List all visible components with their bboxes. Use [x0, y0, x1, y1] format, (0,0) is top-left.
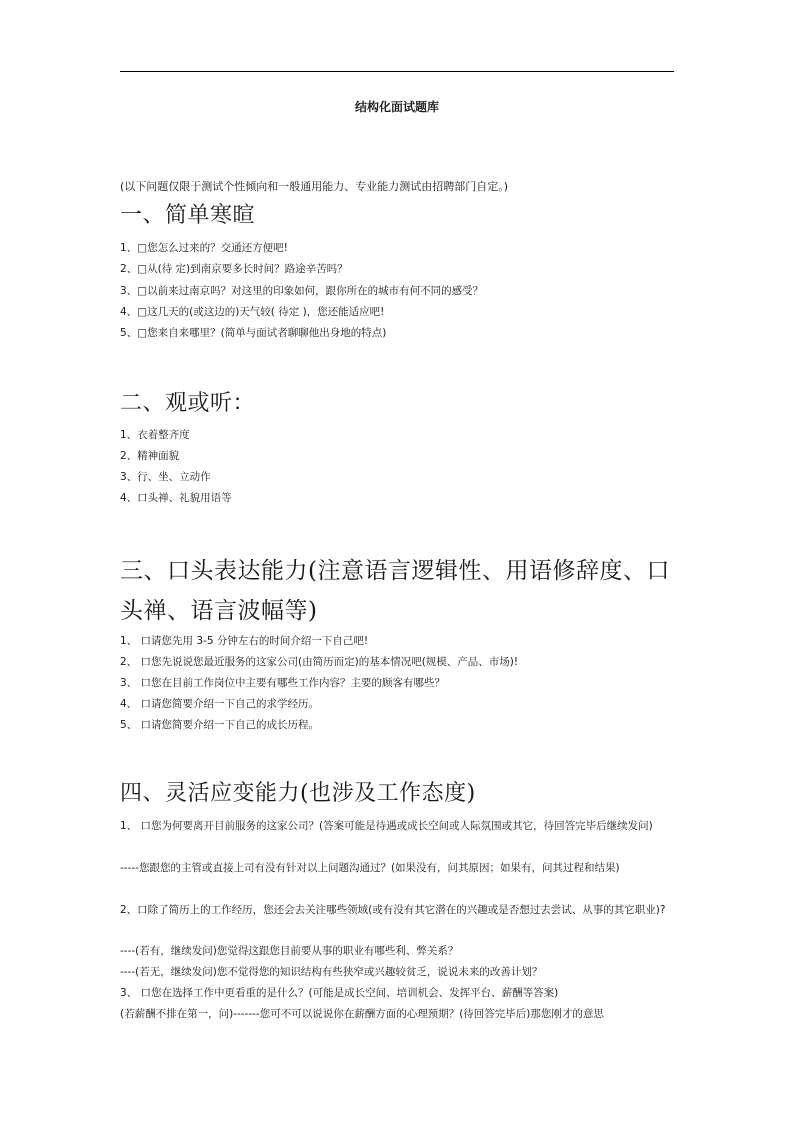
list-item: 3、 口您在目前工作岗位中主要有哪些工作内容？主要的顾客有哪些？	[120, 677, 446, 689]
paragraph: 1、 口您为何要离开目前服务的这家公司？(答案可能是待遇或成长空间或人际氛围或其它，待回答完毕后继续发问)	[120, 820, 653, 832]
list-item: 3、□以前来过南京吗？对这里的印象如何，跟你所在的城市有何不同的感受？	[120, 285, 484, 297]
section-3-heading: 三、口头表达能力(注意语言逻辑性、用语修辞度、口头禅、语言波幅等)	[120, 558, 670, 624]
header-rule	[120, 71, 674, 72]
paragraph: 2、口除了简历上的工作经历，您还会去关注哪些领域(或有没有其它潜在的兴趣或是否想过去尝试、从事的其它职业)?	[120, 904, 666, 916]
list-item: 2、 口您先说说您最近服务的这家公司(由简历而定)的基本情况吧(规模、产品、市场)!	[120, 656, 519, 668]
list-item: 1、衣着整齐度	[120, 429, 190, 441]
paragraph: ----(若无，继续发问)您不觉得您的知识结构有些狭窄或兴趣较贫乏，说说未来的改善计划？	[120, 966, 543, 978]
list-item: 3、行、坐、立动作	[120, 471, 211, 483]
list-item: 4、 口请您简要介绍一下自己的求学经历。	[120, 698, 320, 710]
section-1-heading: 一、简单寒暄	[120, 203, 256, 228]
list-item: 4、□这几天的(或这边的)天气较( 待定 )，您还能适应吧!	[120, 306, 385, 318]
list-item: 1、 口请您先用 3-5 分钟左右的时间介绍一下自己吧!	[120, 635, 369, 647]
list-item: 2、精神面貌	[120, 450, 180, 462]
section-4-heading: 四、灵活应变能力(也涉及工作态度)	[120, 781, 476, 806]
list-item: 5、 口请您简要介绍一下自己的成长历程。	[120, 719, 320, 731]
list-item: 1、□您怎么过来的？交通还方便吧!	[120, 242, 288, 254]
paragraph: ----(若有，继续发问)您觉得这跟您目前要从事的职业有哪些利、弊关系？	[120, 945, 459, 957]
paragraph: 3、 口您在选择工作中更看重的是什么？(可能是成长空间、培训机会、发挥平台、薪酬等答案)	[120, 987, 559, 999]
section-2-heading: 二、观或听：	[120, 391, 256, 416]
paragraph: -----您跟您的主管或直接上司有没有针对以上问题沟通过？(如果没有，问其原因；如果有，问其过程和结果)	[120, 862, 620, 874]
list-item: 2、□从(待 定)到南京要多长时间？路途辛苦吗？	[120, 263, 348, 275]
intro-note: (以下问题仅限于测试个性倾向和一般通用能力、专业能力测试由招聘部门自定。)	[120, 180, 509, 193]
page-title: 结构化面试题库	[354, 100, 439, 114]
list-item: 5、□您来自来哪里？(简单与面试者聊聊他出身地的特点)	[120, 327, 387, 339]
paragraph: (若薪酬不排在第一，问)-------您可不可以说说你在薪酬方面的心理预期？(待回答完毕后)那您刚才的意思	[120, 1008, 604, 1020]
list-item: 4、口头禅、礼貌用语等	[120, 492, 232, 504]
